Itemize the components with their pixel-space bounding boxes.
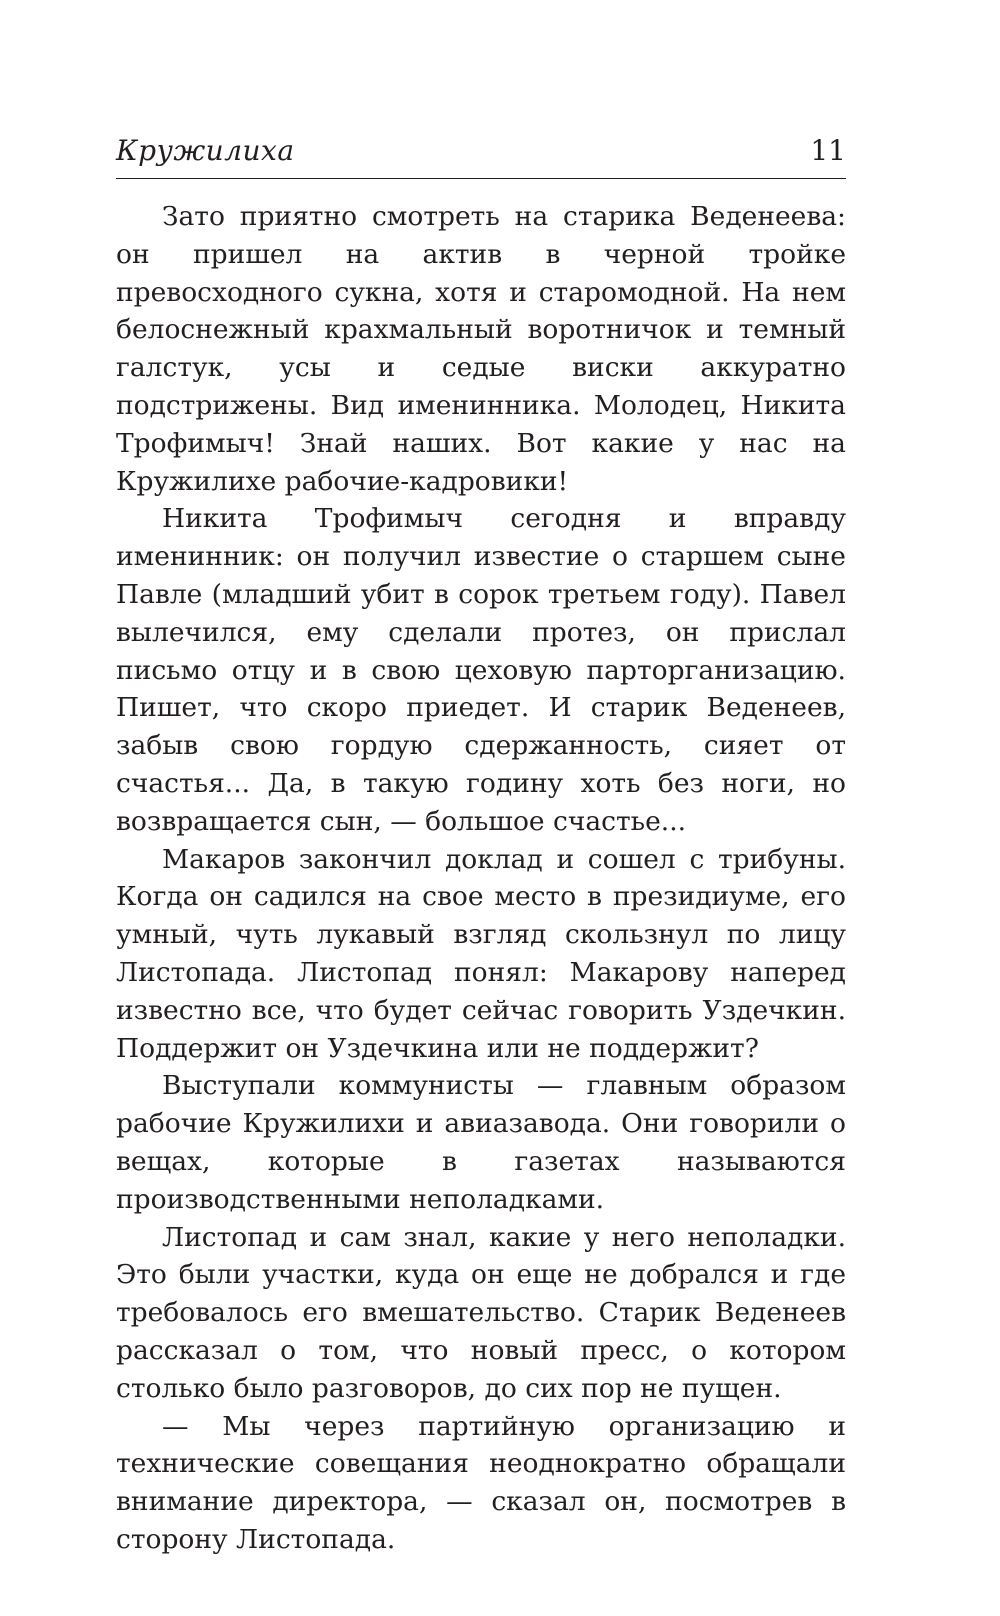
book-page (116, 0, 846, 1616)
paragraph-4: Выступали коммунисты — главным образом рабочие Кружилихи и авиазавода. Они говорили о вещах, которые в газетах называются производственными неполадками. (116, 1070, 846, 1215)
body-text (116, 198, 846, 1559)
page-number: 11 (810, 134, 846, 167)
paragraph-2: Никита Трофимыч сегодня и вправду именинник: он получил известие о старшем сыне Павле (младший убит в сорок третьем году). Павел вылечился, ему сделали протез, он прислал письмо отцу и в свою цеховую парторганизацию. Пишет, что скоро приедет. И старик Веденеев, забыв свою гордую сдержанность, сияет от счастья... Да, в такую годину хоть без ноги, но возвращается сын, — большое счастье... (116, 503, 846, 837)
paragraph-5: Листопад и сам знал, какие у него неполадки. Это были участки, куда он еще не добрался и где требовалось его вмешательство. Старик Веденеев рассказал о том, что новый пресс, о котором столько было разговоров, до сих пор не пущен. (116, 1221, 846, 1404)
running-head (116, 134, 846, 179)
paragraph-3: Макаров закончил доклад и сошел с трибуны. Когда он садился на свое место в президиуме, его умный, чуть лукавый взгляд скользнул по лицу Листопада. Листопад понял: Макарову наперед известно все, что будет сейчас говорить Уздечкин. Поддержит он Уздечкина или не поддержит? (116, 843, 846, 1064)
paragraph-1: Зато приятно смотреть на старика Веденеева: он пришел на актив в черной тройке превосходного сукна, хотя и старомодной. На нем белоснежный крахмальный воротничок и темный галстук, усы и седые виски аккуратно подстрижены. Вид именинника. Молодец, Никита Трофимыч! Знай наших. Вот какие у нас на Кружилихе рабочие-кадровики! (116, 201, 846, 497)
paragraph-6: — Мы через партийную организацию и технические совещания неоднократно обращали внимание директора, — сказал он, посмотрев в сторону Листопада. (116, 1410, 846, 1555)
running-title: Кружилиха (116, 134, 295, 167)
